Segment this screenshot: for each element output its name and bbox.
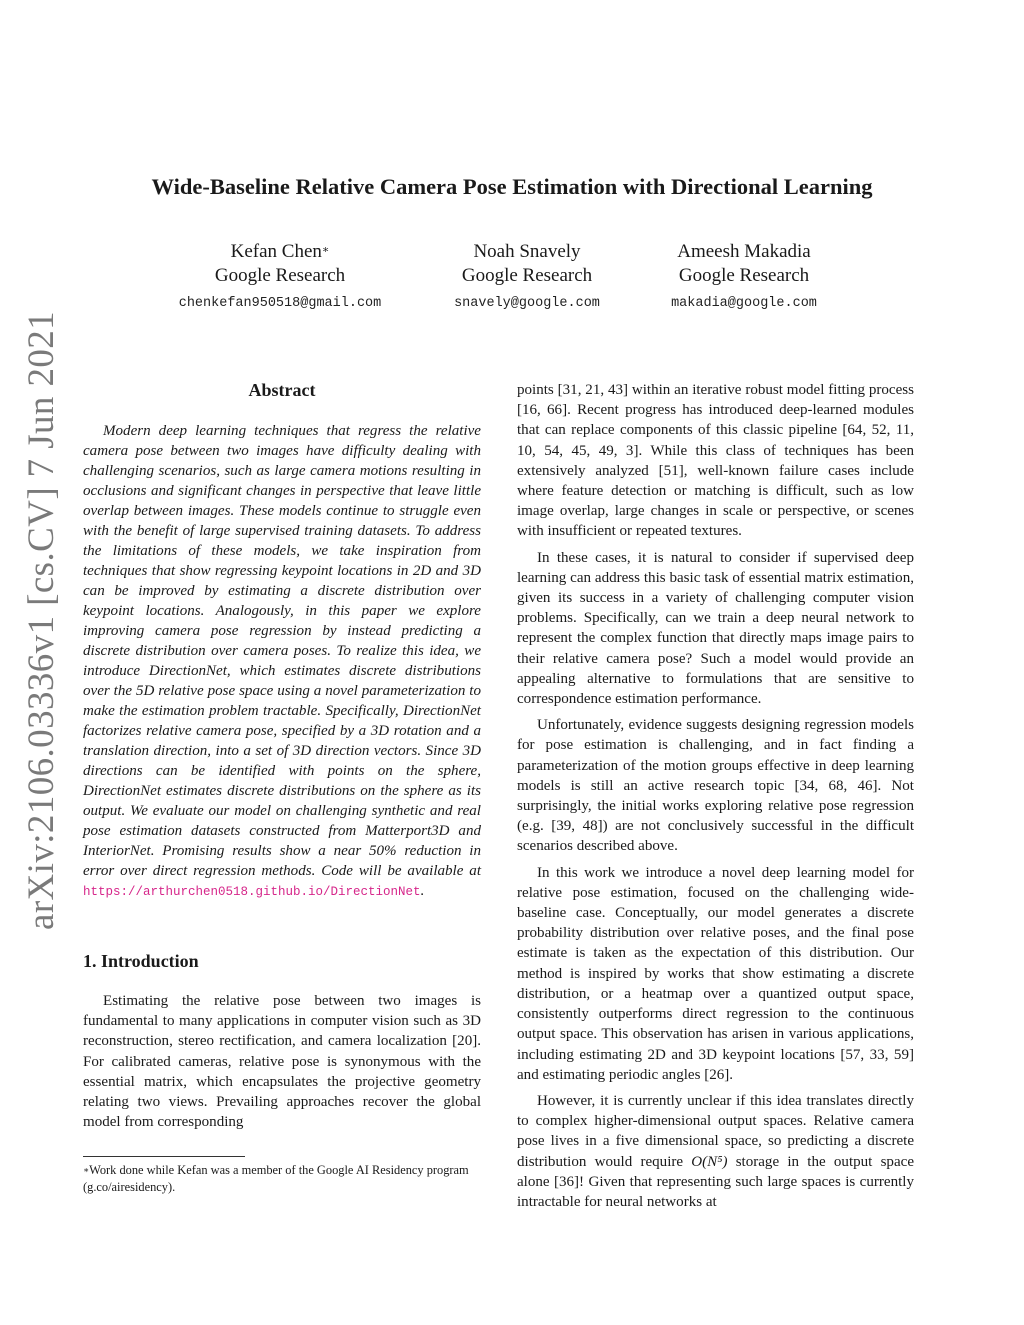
body-paragraph: points [31, 21, 43] within an iterative robust model fitting process [16, 66]. Recent progress has introduced deep-learned modules that can replace components of this classic pipeline [64, 52, 11, 10, 54, 45, 49, 3]. While this class of techniques has been extensively analyzed [51], well-known failure cases include where feature detection or matching is difficult, such as low image overlap, large changes in scale or perspective, or scenes with insufficient or repeated textures. <box>517 382 914 540</box>
author-name: Noah Snavely <box>473 241 581 262</box>
author-name: Kefan Chen <box>230 241 322 262</box>
author-email[interactable]: chenkefan950518@gmail.com <box>178 296 382 311</box>
author-3 <box>594 240 894 314</box>
intro-paragraph: Estimating the relative pose between two images is fundamental to many applications in computer vision such as 3D reconstruction, stereo rectification, and camera localization [20]. For calibrated cameras, relative pose is synonymous with the essential matrix, which encapsulates the projective geometry relating two views. Prevailing approaches recover the global model from corresponding <box>83 993 481 1131</box>
footnote-marker: ∗ <box>321 244 330 256</box>
footnote-divider <box>83 1156 245 1157</box>
footnote: ∗Work done while Kefan was a member of the Google AI Residency program (g.co/airesidency). <box>83 1163 469 1194</box>
body-paragraph: In these cases, it is natural to consider if supervised deep learning can address this basic task of essential matrix estimation, given its success in a variety of challenging computer vision problems. Specifically, can we train a deep neural network to represent the complex function that directly maps image pairs to their relative camera pose? Such a model would provide an appealing alternative to formulations that are sensitive to correspondence estimation performance. <box>517 549 914 708</box>
abstract-text: Modern deep learning techniques that regress the relative camera pose between two images have difficulty dealing with challenging scenarios, such as large camera motions resulting in occlusions and significant changes in perspective that leave little overlap between images. These models continue to struggle even with the benefit of large supervised training datasets. To address the limitations of these models, we take inspiration from techniques that show regressing keypoint locations in 2D and 3D can be improved by estimating a discrete distribution over keypoint locations. Analogously, in this paper we explore improving camera pose regression by instead predicting a discrete distribution over camera poses. To realize this idea, we introduce DirectionNet, which estimates discrete distributions over the 5D relative pose space using a novel parameterization to make the estimation problem tractable. Specifically, DirectionNet factorizes relative camera pose, specified by a 3D rotation and a translation direction, into a set of 3D direction vectors. Since 3D directions can be identified with points on the sphere, DirectionNet estimates discrete distributions on the sphere as its output. We evaluate our model on challenging synthetic and real pose estimation datasets constructed from Matterport3D and InteriorNet. Promising results show a near 50% reduction in error over direct regression methods. Code will be available at https://arthurchen0518.github.io/DirectionNet. <box>83 423 481 899</box>
abstract-heading: Abstract <box>248 380 316 400</box>
author-affiliation: Google Research <box>461 265 593 286</box>
author-affiliation: Google Research <box>214 265 346 286</box>
author-email[interactable]: makadia@google.com <box>671 296 817 311</box>
right-column <box>517 380 914 1218</box>
author-affiliation: Google Research <box>678 265 810 286</box>
math-expression: O(N⁵) <box>691 1153 728 1170</box>
arxiv-identifier: arXiv:2106.03336v1 [cs.CV] 7 Jun 2021 <box>21 310 62 930</box>
left-column <box>83 376 481 1138</box>
code-link[interactable]: https://arthurchen0518.github.io/DirectionNet <box>83 885 421 899</box>
paper-title: Wide-Baseline Relative Camera Pose Estimation with Directional Learning <box>151 174 873 199</box>
author-name: Ameesh Makadia <box>677 241 811 262</box>
body-paragraph: Unfortunately, evidence suggests designing regression models for pose estimation is challenging, and in fact finding a parameterization of the motion groups effective in deep learning models is still an active research topic [34, 68, 46]. Not surprisingly, the initial works exploring relative pose regression (e.g. [39, 48]) are not conclusively successful in the difficult scenarios described above. <box>517 717 914 855</box>
body-paragraph: However, it is currently unclear if this idea translates directly to complex higher-dimensional output spaces. Relative camera pose lives in a five dimensional space, so predicting a discrete distribution would require O(N⁵) storage in the output space alone [36]! Given that representing such large spaces is currently intractable for neural networks at <box>517 1092 914 1210</box>
author-email[interactable]: snavely@google.com <box>454 296 600 311</box>
body-paragraph: In this work we introduce a novel deep learning model for relative pose estimation, focused on the challenging wide-baseline case. Conceptually, our model generates a discrete probability distribution over relative poses, and the final pose estimate is taken as the expectation of this distribution. Our method is inspired by works that show estimating a discrete distribution, or a heatmap over a quantized output space, consistently outperforms direct regression to the continuous output space. This observation has arisen in various applications, including estimating 2D and 3D keypoint locations [57, 33, 59] and estimating periodic angles [26]. <box>517 864 914 1083</box>
section-heading-introduction: 1. Introduction <box>83 951 199 971</box>
